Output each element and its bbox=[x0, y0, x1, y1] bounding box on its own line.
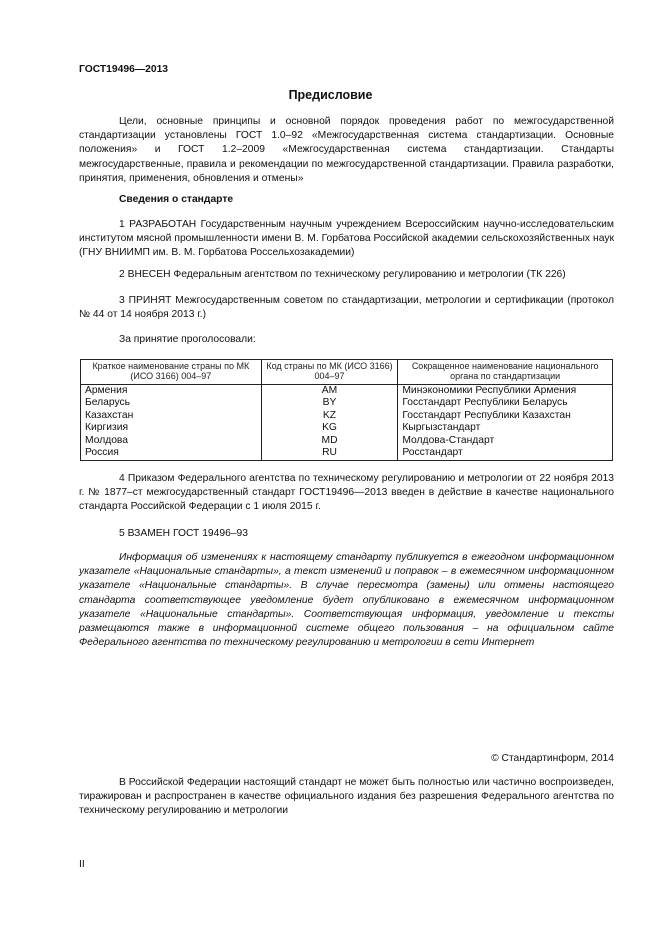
header-national-body: Сокращенное наименование национального органа по стандартизации bbox=[398, 360, 613, 385]
section-subheading: Сведения о стандарте bbox=[119, 194, 234, 205]
table-header-row bbox=[81, 360, 613, 385]
country-name: Казахстан bbox=[81, 410, 262, 423]
country-code: MD bbox=[261, 435, 398, 448]
copyright-notice: © Стандартинформ, 2014 bbox=[491, 753, 614, 764]
table-row bbox=[81, 447, 613, 460]
country-code: AM bbox=[261, 384, 398, 397]
page-title: Предисловие bbox=[288, 88, 373, 102]
national-body: Молдова-Стандарт bbox=[398, 435, 613, 448]
country-code: BY bbox=[261, 397, 398, 410]
country-code: RU bbox=[261, 447, 398, 460]
item-adopted: 3 ПРИНЯТ Межгосударственным советом по стандартизации, метрологии и сертификации (протокол № 44 от 14 ноября 2013 г.) bbox=[79, 295, 614, 321]
item-enacted: 4 Приказом Федерального агентства по техническому регулированию и метрологии от 22 ноября 2013 г. № 1877–ст межгосударственный стандарт ГОСТ19496—2013 введен в действие в качестве национального стандарта Российской Федерации с 1 июля 2015 г. bbox=[79, 473, 614, 513]
voted-label: За принятие проголосовали: bbox=[119, 334, 256, 345]
table-row bbox=[81, 410, 613, 423]
country-name: Молдова bbox=[81, 435, 262, 448]
page-number: II bbox=[79, 859, 85, 870]
national-body: Росстандарт bbox=[398, 447, 613, 460]
item-submitted: 2 ВНЕСЕН Федеральным агентством по техническому регулированию и метрологии (ТК 226) bbox=[119, 269, 566, 280]
table-row bbox=[81, 435, 613, 448]
header-country-code: Код страны по МК (ИСО 3166) 004–97 bbox=[261, 360, 398, 385]
standard-code-header: ГОСТ19496—2013 bbox=[79, 64, 169, 75]
country-code: KZ bbox=[261, 410, 398, 423]
national-body: Госстандарт Республики Казахстан bbox=[398, 410, 613, 423]
country-name: Армения bbox=[81, 384, 262, 397]
changes-information-note: Информация об изменениях к настоящему стандарту публикуется в ежегодном информационном указателе «Национальные стандарты», а текст изменений и поправок – в ежемесячном информационном указателе «Национальные стандарты». В случае пересмотра (замены) или отмены настоящего стандарта соответствующее уведомление будет опубликовано в ежемесячном информационном указателе «Национальные стандарты». Соответствующая информация, уведомление и тексты размещаются также в информационной системе общего пользования – на официальном сайте Федерального агентства по техническому регулированию и метрологии в сети Интернет bbox=[79, 552, 614, 649]
country-name: Беларусь bbox=[81, 397, 262, 410]
national-body: Госстандарт Республики Беларусь bbox=[398, 397, 613, 410]
table-row bbox=[81, 422, 613, 435]
voting-countries-table bbox=[80, 359, 613, 461]
header-country-name: Краткое наименование страны по МК (ИСО 3166) 004–97 bbox=[81, 360, 262, 385]
country-code: KG bbox=[261, 422, 398, 435]
table-row bbox=[81, 397, 613, 410]
reproduction-notice: В Российской Федерации настоящий стандарт не может быть полностью или частично воспроизведен, тиражирован и распространен в качестве официального издания без разрешения Федерального агентства по техническому регулированию и метрологии bbox=[79, 777, 614, 817]
item-developed: 1 РАЗРАБОТАН Государственным научным учреждением Всероссийским научно-исследовательским институтом мясной промышленности имени В. М. Горбатова Российской академии сельскохозяйственных наук (ГНУ ВНИИМП им. В. М. Горбатова Россельхозакадемии) bbox=[79, 219, 614, 259]
national-body: Минэкономики Республики Армения bbox=[398, 384, 613, 397]
national-body: Кыргызстандарт bbox=[398, 422, 613, 435]
intro-paragraph: Цели, основные принципы и основной порядок проведения работ по межгосударственной стандартизации установлены ГОСТ 1.0–92 «Межгосударственная система стандартизации. Основные положения» и ГОСТ 1.2–2009 «Межгосударственная система стандартизации. Стандарты межгосударственные, правила и рекомендации по межгосударственной стандартизации. Правила разработки, принятия, применения, обновления и отмены» bbox=[79, 116, 614, 184]
country-name: Киргизия bbox=[81, 422, 262, 435]
country-name: Россия bbox=[81, 447, 262, 460]
item-replaces: 5 ВЗАМЕН ГОСТ 19496–93 bbox=[119, 528, 249, 539]
table-row bbox=[81, 384, 613, 397]
